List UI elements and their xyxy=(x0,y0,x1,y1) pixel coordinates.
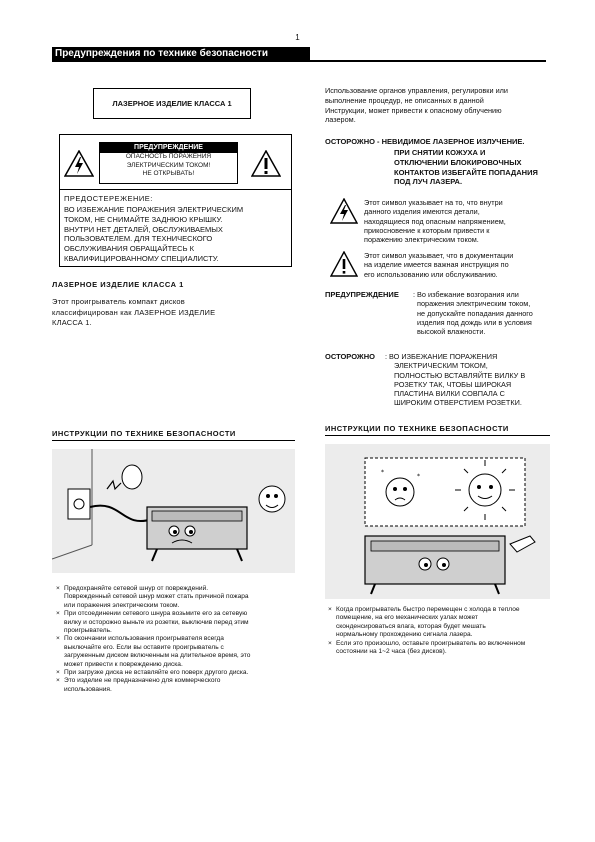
plug-caution-text xyxy=(385,352,565,408)
text-line: может привести к повреждению диска. xyxy=(64,660,183,668)
laser-class-label: ЛАЗЕРНОЕ ИЗДЕЛИЕ КЛАССА 1 xyxy=(93,88,251,119)
caution-line: ТОКОМ, НЕ СНИМАЙТЕ ЗАДНЮЮ КРЫШКУ. xyxy=(64,214,223,224)
section-rule xyxy=(52,440,295,441)
text-line: не допускайте попадания данного xyxy=(417,308,533,318)
text-line: : ВО ИЗБЕЖАНИЕ ПОРАЖЕНИЯ xyxy=(385,352,498,361)
text-line: прикосновение к которым привести к xyxy=(364,225,490,235)
warning-line: ЭЛЕКТРИЧЕСКИМ ТОКОМ! xyxy=(126,161,211,169)
text-line: использования. xyxy=(64,685,112,693)
text-line: × Это изделие не предназначено для коммерческого xyxy=(64,677,221,685)
plug-caution-label: ОСТОРОЖНО xyxy=(325,352,375,361)
caution-text xyxy=(64,205,288,264)
laser-danger-text xyxy=(394,148,574,187)
controls-warning-text xyxy=(325,86,565,125)
warning-text xyxy=(100,153,237,179)
text-line: КЛАССА 1. xyxy=(52,318,92,327)
text-line: Инструкции, может привести к опасному облучению xyxy=(325,105,502,115)
list-item xyxy=(328,606,558,640)
condensation-illustration xyxy=(325,444,550,599)
caution-line: ВНУТРИ НЕТ ДЕТАЛЕЙ, ОБСЛУЖИВАЕМЫХ xyxy=(64,224,223,234)
exclamation-warning-icon xyxy=(251,150,281,177)
text-line: помещение, на его механических узлах может xyxy=(336,614,478,622)
text-line: выключайте его. Если вы оставите проигрыватель с xyxy=(64,643,224,651)
caution-line: КВАЛИФИЦИРОВАННОМУ СПЕЦИАЛИСТУ. xyxy=(64,253,219,263)
text-line: × Предохраняйте сетевой шнур от повреждений. xyxy=(64,585,209,592)
text-line: загруженным диском включенным на длительное время, это xyxy=(64,652,251,660)
list-item xyxy=(328,640,558,657)
warning-line: ОПАСНОСТЬ ПОРАЖЕНИЯ xyxy=(125,153,212,160)
text-line: ПРИ СНЯТИИ КОЖУХА И xyxy=(394,148,486,157)
list-item xyxy=(56,635,296,669)
text-line: нормальному прохождению сигнала лазера. xyxy=(336,631,473,639)
text-line: × Когда проигрыватель быстро перемещен с холода в теплое xyxy=(336,606,520,613)
text-line: состоянии на 1~2 часа (без дисков). xyxy=(336,648,447,656)
laser-class-text xyxy=(52,297,272,329)
lightning-symbol-icon xyxy=(330,198,358,224)
page-title: Предупреждения по технике безопасности xyxy=(52,47,310,61)
warning-line: НЕ ОТКРЫВАТЬ! xyxy=(142,170,195,177)
lightning-warning-icon xyxy=(64,150,94,177)
text-line: вилку и осторожно выньте из розетки, выключив перед этим xyxy=(64,618,249,626)
text-line: высокой влажности. xyxy=(417,327,486,337)
text-line: Этот символ указывает, что в документации xyxy=(364,251,514,260)
text-line: его использованию или обслуживанию. xyxy=(364,269,498,279)
text-line: ПОЛНОСТЬЮ ВСТАВЛЯЙТЕ ВИЛКУ В xyxy=(394,370,526,380)
list-item xyxy=(56,669,296,677)
text-line: ПЛАСТИНА ВИЛКИ СОВПАЛА С xyxy=(394,389,505,399)
text-line: Этот символ указывает на то, что внутри xyxy=(364,198,503,207)
text-line: Поврежденный сетевой шнур может стать причиной пожара xyxy=(64,593,249,601)
warning-header: ПРЕДУПРЕЖДЕНИЕ xyxy=(100,143,237,153)
text-line: поражению электрическим током. xyxy=(364,235,479,245)
section-rule xyxy=(325,435,550,436)
exclamation-symbol-text xyxy=(364,251,564,279)
list-item xyxy=(56,677,296,694)
text-line: ПОД ЛУЧ ЛАЗЕРА. xyxy=(394,177,463,187)
text-line: РОЗЕТКУ ТАК, ЧТОБЫ ШИРОКАЯ xyxy=(394,379,512,389)
svg-text:*: * xyxy=(381,469,384,476)
text-line: выполнение процедур, не описанных в данной xyxy=(325,95,484,105)
title-rule xyxy=(52,60,546,62)
text-line: лазером. xyxy=(325,115,356,125)
text-line: ЭЛЕКТРИЧЕСКИМ ТОКОМ, xyxy=(394,361,488,371)
text-line: находящиеся под опасным напряжением, xyxy=(364,216,506,226)
text-line: данного изделия имеются детали, xyxy=(364,207,480,217)
text-line: ОТКЛЮЧЕНИИ БЛОКИРОВОЧНЫХ xyxy=(394,157,522,167)
caution-line: ПОЛЬЗОВАТЕЛЕМ. ДЛЯ ТЕХНИЧЕСКОГО xyxy=(64,234,213,244)
moisture-warning-text xyxy=(413,290,563,336)
text-line: Этот проигрыватель компакт дисков xyxy=(52,297,185,306)
text-line: Использование органов управления, регулировки или xyxy=(325,86,508,95)
text-line: × Если это произошло, оставьте проигрыватель во включенном xyxy=(336,639,526,647)
text-line: изделия под дождь или в условия xyxy=(417,317,532,327)
caution-line: ВО ИЗБЕЖАНИЕ ПОРАЖЕНИЯ ЭЛЕКТРИЧЕСКИМ xyxy=(64,205,244,214)
safety-list-right xyxy=(328,606,558,656)
text-line: × По окончании использования проигрывателя всегда xyxy=(64,635,224,643)
text-line: или поражения электрическим током. xyxy=(64,601,180,609)
list-item xyxy=(56,610,296,635)
list-item xyxy=(56,585,296,610)
text-line: КОНТАКТОВ ИЗБЕГАЙТЕ ПОПАДАНИЯ xyxy=(394,167,538,177)
text-line: классифицирован как ЛАЗЕРНОЕ ИЗДЕЛИЕ xyxy=(52,307,216,317)
text-line: поражения электрическим током, xyxy=(417,299,531,309)
text-line: на изделие имеется важная инструкция по xyxy=(364,260,509,270)
text-line: ШИРОКИМ ОТВЕРСТИЕМ РОЗЕТКИ. xyxy=(394,398,522,408)
caution-line: ОБСЛУЖИВАНИЯ ОБРАЩАЙТЕСЬ К xyxy=(64,244,194,254)
text-line: проигрыватель. xyxy=(64,627,112,635)
text-line: × При отсоединении сетевого шнура возьмите его за сетевую xyxy=(64,610,248,618)
caution-title: ПРЕДОСТЕРЕЖЕНИЕ: xyxy=(64,194,153,203)
moisture-warning-label: ПРЕДУПРЕЖДЕНИЕ xyxy=(325,290,399,299)
safety-heading-left: ИНСТРУКЦИИ ПО ТЕХНИКЕ БЕЗОПАСНОСТИ xyxy=(52,429,236,438)
exclamation-symbol-icon xyxy=(330,251,358,277)
laser-danger-label: ОСТОРОЖНО - НЕВИДИМОЕ ЛАЗЕРНОЕ ИЗЛУЧЕНИЕ. xyxy=(325,137,525,146)
page-number: 1 xyxy=(295,33,300,42)
power-cord-illustration xyxy=(52,449,295,573)
laser-class-heading: ЛАЗЕРНОЕ ИЗДЕЛИЕ КЛАССА 1 xyxy=(52,280,184,289)
text-line: сконденсироваться влага, которая будет мешать xyxy=(336,622,486,630)
svg-text:*: * xyxy=(417,473,420,480)
safety-heading-right: ИНСТРУКЦИИ ПО ТЕХНИКЕ БЕЗОПАСНОСТИ xyxy=(325,424,509,433)
safety-list-left xyxy=(56,585,296,694)
text-line: : Во избежание возгорания или xyxy=(413,290,519,299)
text-line: × При загрузке диска не вставляйте его поверх другого диска. xyxy=(64,669,249,677)
lightning-symbol-text xyxy=(364,198,564,244)
